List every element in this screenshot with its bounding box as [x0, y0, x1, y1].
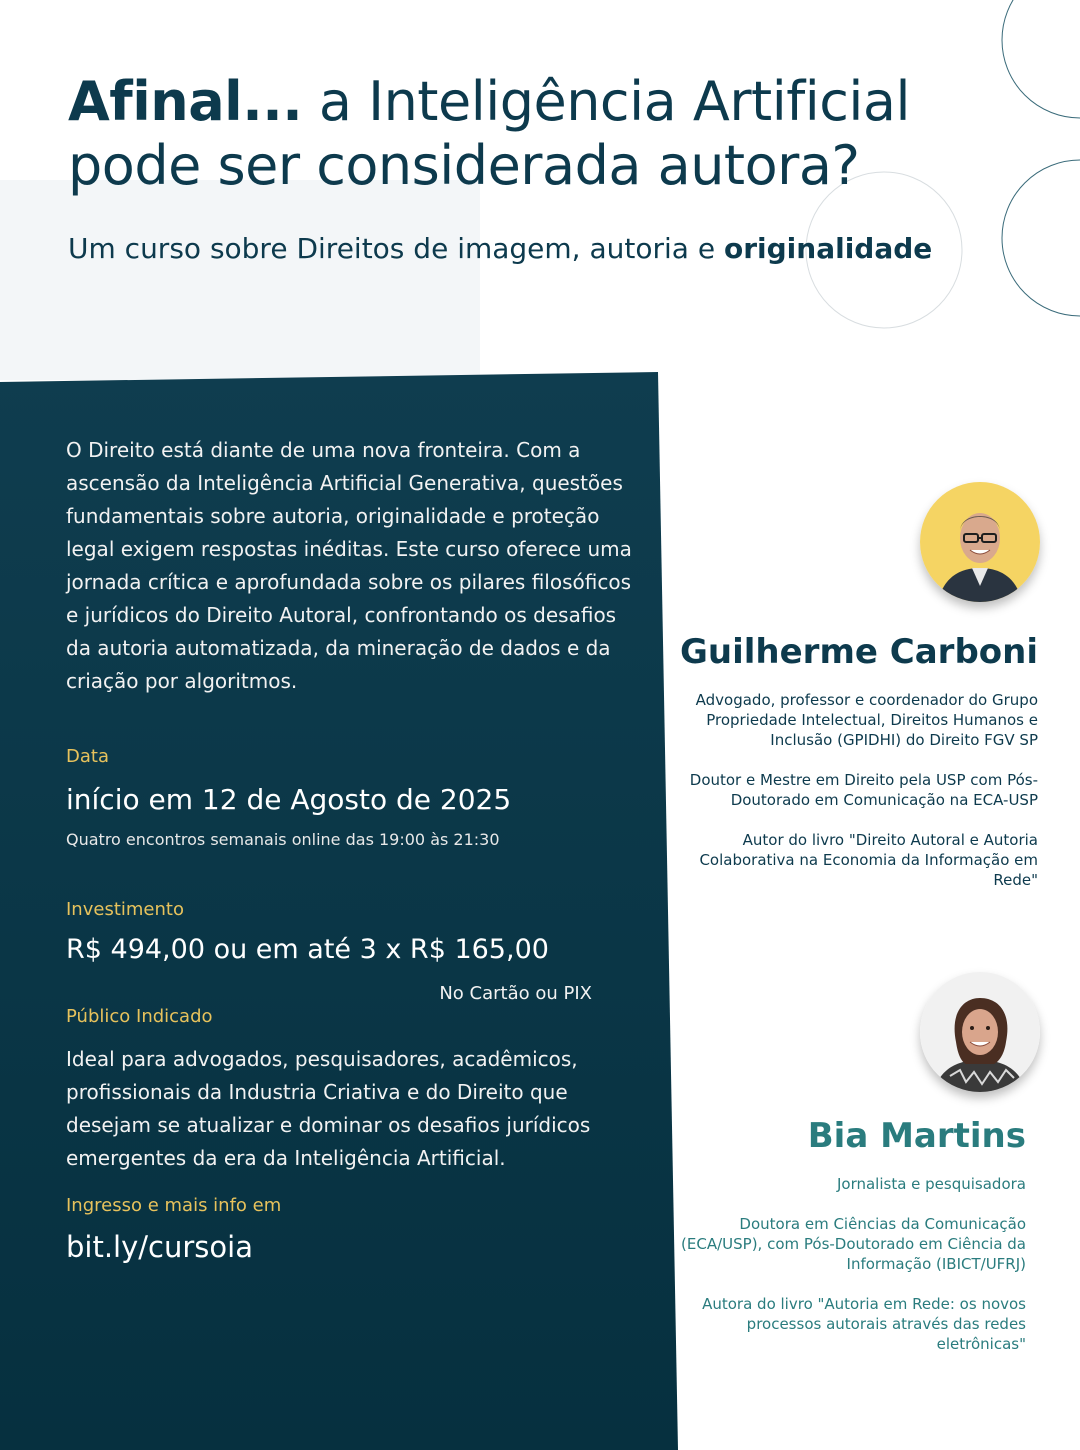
- title-bold: Afinal...: [68, 70, 303, 133]
- bio-line: Doutora em Ciências da Comunicação (ECA/USP), com Pós-Doutorado em Ciência da Informação (IBICT/UFRJ): [681, 1215, 1026, 1273]
- bio-line: Autor do livro "Direito Autoral e Autoria Colaborativa na Economia da Informação em Rede": [699, 831, 1038, 889]
- page-title: [68, 70, 1028, 198]
- link-label: Ingresso e mais info em: [66, 1195, 282, 1216]
- speaker-card-guilherme: [678, 482, 1038, 890]
- investment-label: Investimento: [66, 899, 184, 920]
- avatar: [920, 972, 1040, 1092]
- subtitle-bold: originalidade: [723, 232, 933, 265]
- header: [68, 70, 1028, 265]
- course-info-panel: [0, 372, 680, 1450]
- panel-content: [66, 434, 646, 1264]
- date-main: início em 12 de Agosto de 2025: [66, 783, 512, 816]
- speaker-name: Bia Martins: [807, 1116, 1026, 1156]
- speaker-card-bia: [666, 972, 1026, 1354]
- course-link[interactable]: bit.ly/cursoia: [66, 1230, 253, 1264]
- title-line1: a Inteligência Artificial: [302, 70, 910, 133]
- payment-methods: No Cartão ou PIX: [439, 983, 592, 1004]
- bio-line: Advogado, professor e coordenador do Grupo Propriedade Intelectual, Direitos Humanos e Inclusão (GPIDHI) do Direito FGV SP: [695, 691, 1038, 749]
- date-label: Data: [66, 746, 109, 767]
- subtitle-regular: Um curso sobre Direitos de imagem, autoria e: [68, 232, 724, 265]
- course-intro: O Direito está diante de uma nova fronteira. Com a ascensão da Inteligência Artificial Generativa, questões fundamentais sobre autoria, originalidade e proteção legal exigem respostas inéditas. Este curso oferece uma jornada crítica e aprofundada sobre os pilares filosóficos e jurídicos do Direito Autoral, confrontando os desafios da autoria automatizada, da mineração de dados e da criação por algoritmos.: [66, 438, 632, 693]
- bio-line: Doutor e Mestre em Direito pela USP com Pós-Doutorado em Comunicação na ECA-USP: [689, 771, 1038, 809]
- speaker-bio: [678, 690, 1038, 890]
- subtitle: [68, 232, 1028, 265]
- bio-line: Autora do livro "Autoria em Rede: os novos processos autorais através das redes eletrônicas": [702, 1295, 1026, 1353]
- avatar: [920, 482, 1040, 602]
- price: R$ 494,00 ou em até 3 x R$ 165,00: [66, 934, 549, 965]
- speaker-bio: [666, 1174, 1026, 1354]
- audience-text: Ideal para advogados, pesquisadores, acadêmicos, profissionais da Industria Criativa e do Direito que desejam se atualizar e dominar os desafios jurídicos emergentes da era da Inteligência Artificial.: [66, 1047, 591, 1170]
- date-schedule: Quatro encontros semanais online das 19:00 às 21:30: [66, 830, 500, 849]
- title-line2: pode ser considerada autora?: [68, 134, 860, 197]
- speaker-photo-icon: [920, 972, 1040, 1092]
- speaker-photo-icon: [920, 482, 1040, 602]
- bio-line: Jornalista e pesquisadora: [836, 1175, 1026, 1193]
- speaker-name: Guilherme Carboni: [680, 632, 1038, 672]
- audience-label: Público Indicado: [66, 1006, 213, 1027]
